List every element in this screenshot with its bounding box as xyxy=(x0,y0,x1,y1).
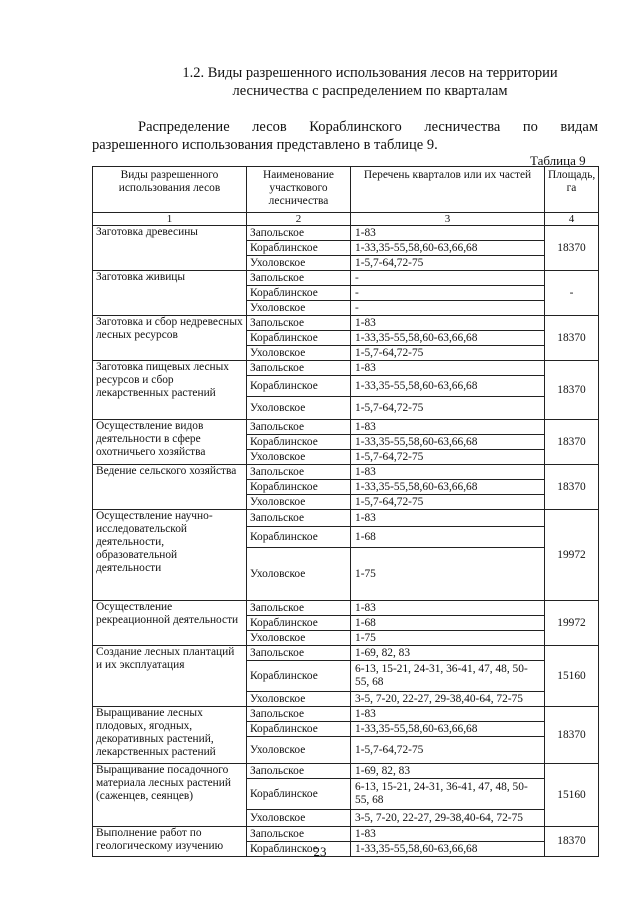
forest-use-table xyxy=(92,166,599,857)
area-cell: 18370 xyxy=(545,316,599,361)
quarters-cell: 1-5,7-64,72-75 xyxy=(351,450,545,465)
use-type-cell: Осуществление видов деятельности в сфере охотничьего хозяйства xyxy=(93,420,247,465)
table-row xyxy=(93,827,599,842)
district-cell: Запольское xyxy=(247,420,351,435)
district-cell: Запольское xyxy=(247,601,351,616)
district-cell: Запольское xyxy=(247,707,351,722)
column-number: 4 xyxy=(545,213,599,226)
quarters-cell: 1-83 xyxy=(351,226,545,241)
area-cell: 18370 xyxy=(545,226,599,271)
quarters-cell: 1-33,35-55,58,60-63,66,68 xyxy=(351,722,545,737)
area-cell: 15160 xyxy=(545,646,599,707)
district-cell: Запольское xyxy=(247,465,351,480)
quarters-cell: 1-83 xyxy=(351,827,545,842)
intro-paragraph xyxy=(92,118,598,154)
header-quarters: Перечень кварталов или их частей xyxy=(351,167,545,213)
area-cell: 18370 xyxy=(545,361,599,420)
column-number: 3 xyxy=(351,213,545,226)
quarters-cell: 1-83 xyxy=(351,361,545,376)
quarters-cell: 1-5,7-64,72-75 xyxy=(351,397,545,420)
quarters-cell: 3-5, 7-20, 22-27, 29-38,40-64, 72-75 xyxy=(351,810,545,827)
quarters-cell: 1-33,35-55,58,60-63,66,68 xyxy=(351,331,545,346)
district-cell: Кораблинское xyxy=(247,661,351,692)
table-row xyxy=(93,510,599,527)
use-type-cell: Осуществление научно-исследовательской деятельности, образовательной деятельности xyxy=(93,510,247,601)
district-cell: Кораблинское xyxy=(247,376,351,397)
quarters-cell: 1-33,35-55,58,60-63,66,68 xyxy=(351,435,545,450)
quarters-cell: 6-13, 15-21, 24-31, 36-41, 47, 48, 50-55, 68 xyxy=(351,779,545,810)
area-cell: 18370 xyxy=(545,465,599,510)
use-type-cell: Осуществление рекреационной деятельности xyxy=(93,601,247,646)
quarters-cell: 1-69, 82, 83 xyxy=(351,764,545,779)
district-cell: Кораблинское xyxy=(247,435,351,450)
use-type-cell: Выполнение работ по геологическому изучению xyxy=(93,827,247,857)
district-cell: Запольское xyxy=(247,764,351,779)
table-row xyxy=(93,420,599,435)
quarters-cell: 3-5, 7-20, 22-27, 29-38,40-64, 72-75 xyxy=(351,692,545,707)
district-cell: Запольское xyxy=(247,646,351,661)
quarters-cell: 1-69, 82, 83 xyxy=(351,646,545,661)
area-cell: 18370 xyxy=(545,707,599,764)
quarters-cell: 1-83 xyxy=(351,707,545,722)
use-type-cell: Заготовка пищевых лесных ресурсов и сбор лекарственных растений xyxy=(93,361,247,420)
quarters-cell: 6-13, 15-21, 24-31, 36-41, 47, 48, 50-55, 68 xyxy=(351,661,545,692)
area-cell: - xyxy=(545,271,599,316)
quarters-cell: 1-33,35-55,58,60-63,66,68 xyxy=(351,842,545,857)
intro-line-1: Распределение лесов Кораблинского лесничества по видам xyxy=(138,119,598,135)
district-cell: Ухоловское xyxy=(247,631,351,646)
quarters-cell: 1-68 xyxy=(351,527,545,548)
table-row xyxy=(93,316,599,331)
district-cell: Ухоловское xyxy=(247,737,351,764)
district-cell: Кораблинское xyxy=(247,480,351,495)
area-cell: 18370 xyxy=(545,827,599,857)
page-number: 23 xyxy=(313,844,327,859)
district-cell: Запольское xyxy=(247,226,351,241)
district-cell: Кораблинское xyxy=(247,241,351,256)
quarters-cell: - xyxy=(351,301,545,316)
district-cell: Запольское xyxy=(247,827,351,842)
table-row xyxy=(93,465,599,480)
table-row xyxy=(93,271,599,286)
header-area: Площадь, га xyxy=(545,167,599,213)
quarters-cell: 1-5,7-64,72-75 xyxy=(351,495,545,510)
table-row xyxy=(93,764,599,779)
quarters-cell: 1-5,7-64,72-75 xyxy=(351,346,545,361)
column-number: 2 xyxy=(247,213,351,226)
district-cell: Кораблинское xyxy=(247,286,351,301)
header-district: Наименование участкового лесничества xyxy=(247,167,351,213)
district-cell: Кораблинское xyxy=(247,616,351,631)
use-type-cell: Создание лесных плантаций и их эксплуатация xyxy=(93,646,247,707)
district-cell: Ухоловское xyxy=(247,450,351,465)
area-cell: 15160 xyxy=(545,764,599,827)
district-cell: Ухоловское xyxy=(247,810,351,827)
quarters-cell: 1-83 xyxy=(351,465,545,480)
district-cell: Кораблинское xyxy=(247,779,351,810)
quarters-cell: - xyxy=(351,271,545,286)
district-cell: Запольское xyxy=(247,510,351,527)
quarters-cell: 1-83 xyxy=(351,510,545,527)
table-row xyxy=(93,646,599,661)
district-cell: Кораблинское xyxy=(247,527,351,548)
use-type-cell: Заготовка и сбор недревесных лесных ресурсов xyxy=(93,316,247,361)
area-cell: 19972 xyxy=(545,601,599,646)
district-cell: Ухоловское xyxy=(247,495,351,510)
district-cell: Ухоловское xyxy=(247,692,351,707)
quarters-cell: 1-83 xyxy=(351,316,545,331)
district-cell: Запольское xyxy=(247,316,351,331)
district-cell: Ухоловское xyxy=(247,301,351,316)
column-number: 1 xyxy=(93,213,247,226)
quarters-cell: 1-83 xyxy=(351,601,545,616)
column-number-row xyxy=(93,213,599,226)
quarters-cell: 1-5,7-64,72-75 xyxy=(351,737,545,764)
area-cell: 19972 xyxy=(545,510,599,601)
district-cell: Ухоловское xyxy=(247,548,351,601)
quarters-cell: 1-33,35-55,58,60-63,66,68 xyxy=(351,376,545,397)
district-cell: Кораблинское xyxy=(247,842,351,857)
table-label: Таблица 9 xyxy=(530,153,586,168)
district-cell: Ухоловское xyxy=(247,346,351,361)
use-type-cell: Заготовка древесины xyxy=(93,226,247,271)
district-cell: Запольское xyxy=(247,271,351,286)
use-type-cell: Ведение сельского хозяйства xyxy=(93,465,247,510)
quarters-cell: 1-68 xyxy=(351,616,545,631)
section-heading: 1.2. Виды разрешенного использования лесов на территории лесничества с распределением по кварталам xyxy=(182,65,558,99)
quarters-cell: 1-33,35-55,58,60-63,66,68 xyxy=(351,241,545,256)
intro-line-2: разрешенного использования представлено в таблице 9. xyxy=(92,137,438,153)
table-row xyxy=(93,601,599,616)
quarters-cell: 1-75 xyxy=(351,631,545,646)
use-type-cell: Выращивание лесных плодовых, ягодных, декоративных растений, лекарственных растений xyxy=(93,707,247,764)
header-use-type: Виды разрешенного использования лесов xyxy=(93,167,247,213)
quarters-cell: 1-33,35-55,58,60-63,66,68 xyxy=(351,480,545,495)
quarters-cell: 1-5,7-64,72-75 xyxy=(351,256,545,271)
table-row xyxy=(93,226,599,241)
quarters-cell: 1-75 xyxy=(351,548,545,601)
table-header-row xyxy=(93,167,599,213)
district-cell: Ухоловское xyxy=(247,397,351,420)
table-row xyxy=(93,707,599,722)
table-row xyxy=(93,361,599,376)
district-cell: Запольское xyxy=(247,361,351,376)
quarters-cell: 1-83 xyxy=(351,420,545,435)
table-body xyxy=(93,226,599,857)
use-type-cell: Заготовка живицы xyxy=(93,271,247,316)
quarters-cell: - xyxy=(351,286,545,301)
area-cell: 18370 xyxy=(545,420,599,465)
district-cell: Ухоловское xyxy=(247,256,351,271)
district-cell: Кораблинское xyxy=(247,331,351,346)
district-cell: Кораблинское xyxy=(247,722,351,737)
use-type-cell: Выращивание посадочного материала лесных растений (саженцев, сеянцев) xyxy=(93,764,247,827)
